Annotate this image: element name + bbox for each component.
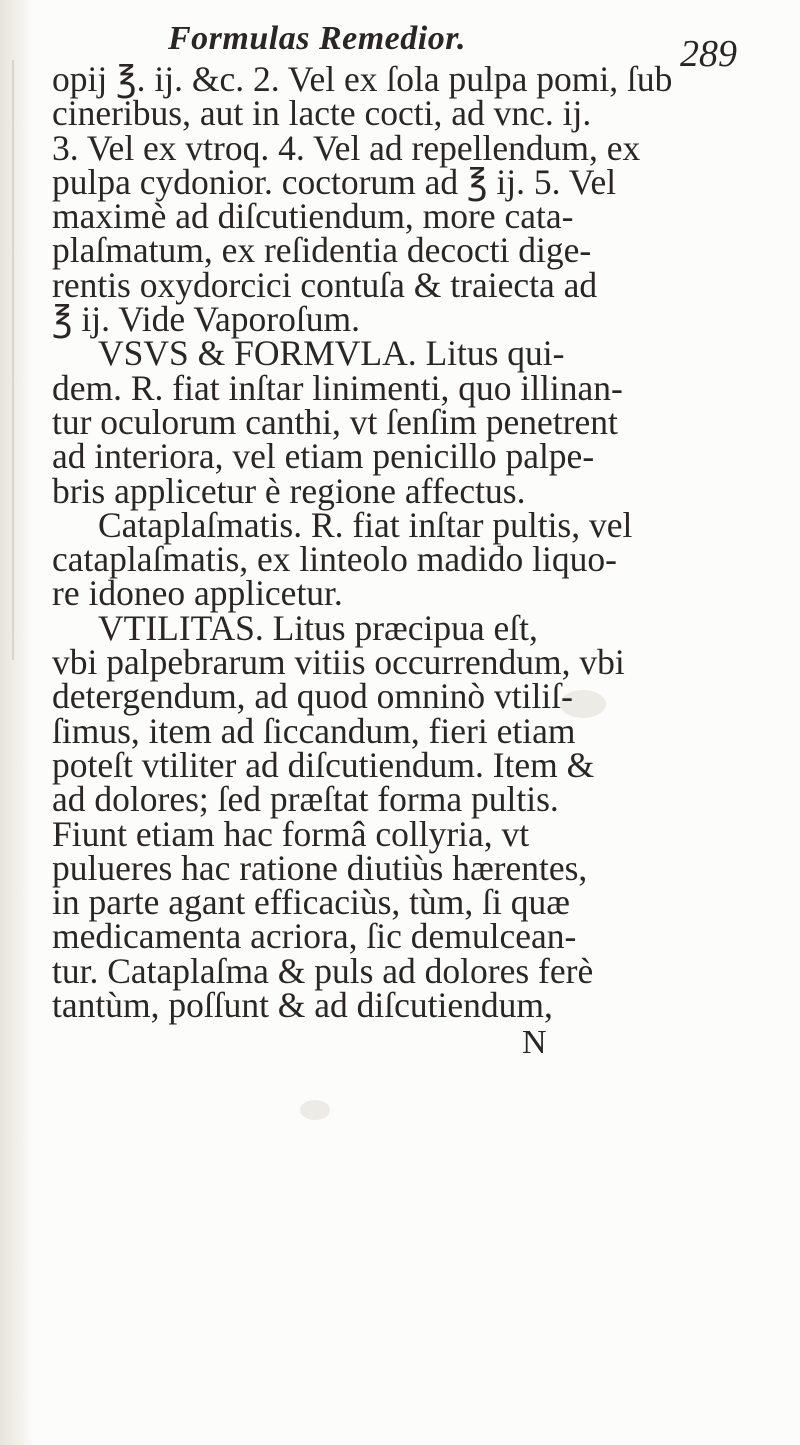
text-line: vbi palpebrarum vitiis occurrendum, vbi	[52, 642, 625, 683]
text-line: re idoneo applicetur.	[52, 573, 343, 614]
gutter-shadow	[12, 60, 14, 660]
text-line: medicamenta acriora, ſic demulcean-	[52, 916, 577, 957]
text-line: detergendum, ad quod omninò vtiliſ-	[52, 676, 573, 717]
text-line: ſimus, item ad ſiccandum, fieri etiam	[52, 710, 576, 751]
paper-stain	[300, 1100, 330, 1120]
text-line: tur oculorum canthi, vt ſenſim penetrent	[52, 401, 618, 442]
running-title: Formulas Remedior.	[168, 20, 467, 57]
text-line: pulueres hac ratione diutiùs hærentes,	[52, 847, 588, 888]
text-line: ℥ ij. Vide Vaporoſum.	[52, 299, 360, 340]
text-line: tur. Cataplaſma & puls ad dolores ferè	[52, 950, 594, 991]
text-line: ad dolores; ſed præſtat forma pultis.	[52, 779, 559, 820]
section-heading-line: VSVS & FORMVLA. Litus qui-	[98, 333, 565, 374]
text-line: poteſt vtiliter ad diſcutiendum. Item &	[52, 744, 595, 785]
text-line: plaſmatum, ex reſidentia decocti dige-	[52, 230, 592, 271]
text-line: opij ℥. ij. &c. 2. Vel ex ſola pulpa pomi, ſub	[52, 59, 673, 99]
signature-mark: N	[522, 1024, 547, 1062]
body-text	[52, 59, 772, 1062]
section-heading-line: VTILITAS. Litus præcipua eſt,	[98, 607, 538, 648]
text-line: cineribus, aut in lacte cocti, ad vnc. ij.	[52, 93, 592, 134]
text-line: rentis oxydorcici contuſa & traiecta ad	[52, 264, 598, 305]
text-line: pulpa cydonior. coctorum ad ℥ ij. 5. Vel	[52, 161, 617, 202]
text-line: ad interiora, vel etiam penicillo palpe-	[52, 436, 595, 477]
text-line: maximè ad diſcutiendum, more cata-	[52, 196, 574, 237]
text-line: dem. R. fiat inſtar linimenti, quo illinan-	[52, 367, 623, 408]
text-line: cataplaſmatis, ex linteolo madido liquo-	[52, 539, 617, 580]
page-number: 289	[680, 33, 737, 75]
text-line: Fiunt etiam hac formâ collyria, vt	[52, 813, 530, 854]
catchword-row	[52, 1022, 772, 1062]
binding-gutter	[0, 0, 34, 1445]
text-line: in parte agant efficaciùs, tùm, ſi quæ	[52, 882, 570, 923]
text-line: bris applicetur è regione affectus.	[52, 470, 526, 511]
paragraph-start-line: Cataplaſmatis. R. fiat inſtar pultis, vel	[98, 504, 633, 545]
text-line: tantùm, poſſunt & ad diſcutiendum,	[52, 985, 553, 1026]
text-line: 3. Vel ex vtroq. 4. Vel ad repellendum, ex	[52, 127, 641, 168]
